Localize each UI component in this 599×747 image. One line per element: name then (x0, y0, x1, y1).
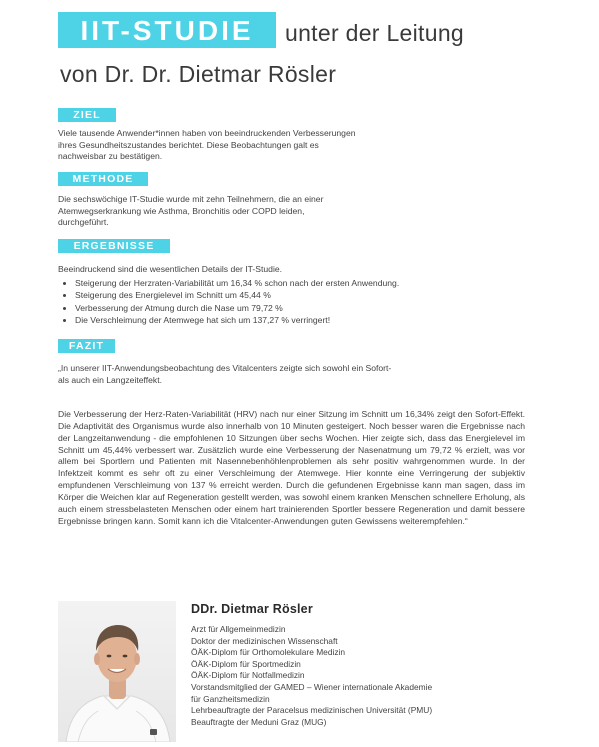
section-label-fazit: FAZIT (58, 339, 115, 353)
ziel-text (58, 128, 356, 163)
bio-name: DDr. Dietmar Rösler (191, 602, 313, 616)
list-item: • Steigerung der Herzraten-Variabilität um 16,34 % schon nach der ersten Anwendung. (75, 277, 399, 289)
text-line: nachweisbar zu bestätigen. (58, 151, 163, 162)
results-list (58, 277, 399, 326)
portrait-illustration (58, 601, 176, 742)
text-line: „In unserer IIT-Anwendungsbeobachtung des Vitalcenters zeigte sich sowohl ein Sofort- (58, 363, 392, 373)
text-line: Viele tausende Anwender*innen haben von beeindruckenden Verbesserungen (58, 128, 356, 138)
text-line: Die sechswöchige IT-Studie wurde mit zehn Teilnehmern, die an einer (58, 194, 324, 204)
text-line: als auch ein Langzeiteffekt. (58, 374, 162, 385)
section-label-ergebnisse: ERGEBNISSE (58, 239, 170, 253)
bio-line: Beauftragte der Meduni Graz (MUG) (191, 716, 327, 727)
title-badge: IIT-STUDIE (58, 12, 276, 48)
bio-line: Lehrbeauftragte der Paracelsus medizinischen Universität (PMU) (191, 705, 433, 716)
bio-line: ÖÄK-Diplom für Sportmedizin (191, 658, 301, 669)
bio-line: für Ganzheitsmedizin (191, 693, 270, 704)
bio-line: ÖÄK-Diplom für Notfallmedizin (191, 670, 305, 681)
list-item: • Steigerung des Energielevel im Schnitt um 45,44 % (75, 289, 399, 301)
list-item: • Verbesserung der Atmung durch die Nase um 79,72 % (75, 302, 399, 314)
bio-line: ÖÄK-Diplom für Orthomolekulare Medizin (191, 647, 346, 658)
page-subtitle: von Dr. Dr. Dietmar Rösler (60, 61, 337, 87)
page-title: unter der Leitung (285, 20, 465, 46)
text-line: ihres Gesundheitszustandes berichtet. Diese Beobachtungen galt es (58, 139, 319, 150)
text-line: durchgeführt. (58, 217, 109, 228)
bio-qualifications (191, 624, 432, 728)
bio-line: Doktor der medizinischen Wissenschaft (191, 635, 338, 646)
ergebnisse-intro: Beeindruckend sind die wesentlichen Details der IT-Studie. (58, 264, 283, 274)
fazit-intro (58, 363, 391, 386)
fazit-body: Die Verbesserung der Herz-Raten-Variabilität (HRV) nach nur einer Sitzung im Schnitt um 16,34% zeigt den Sofort-Effekt. Die Adaptivität des Organismus wurde also innerhalb von 10 Minuten gesteigert. Noch besser waren die Ergebnisse nach der Langzeitanwendung - die empfohlenen 10 Sitzungen über sechs Wochen. Hier zeigte sich, dass das Energielevel im Schnitt um 45,44% verbessert war. Zusätzlich wurde eine Verbesserung der Nasenatmung um 79,72 % erzielt, was vor allem bei Sportlern und Patienten mit Nasennebenhöhlenproblemen als sehr positiv wahrgenommen wurde. In der Infektzeit kommt es sehr oft zu einer Verschleimung der Atemwege. Hier konnte eine Verringerung der subjektiv empfundenen Verschleimung von 137 % erreicht werden. Durch die gefundenen Ergebnisse kann man sagen, dass im Körper die Weichen klar auf Regeneration gestellt werden, was sowohl einem kranken Menschen schnellere Erholung, als auch einem stressbelasteten Menschen oder einem hart trainierenden Sportler bessere Regeneration und damit bessere Ergebnisse bringen kann. Somit kann ich die Vitalcenter-Anwendungen guten Gewissens weiterempfehlen.“ (58, 409, 525, 526)
methode-text (58, 194, 323, 229)
bio-line: Vorstandsmitglied der GAMED – Wiener internationale Akademie (191, 681, 433, 692)
section-label-ziel: ZIEL (58, 108, 116, 122)
section-label-methode: METHODE (58, 172, 148, 186)
text-line: Atemwegserkrankung wie Asthma, Bronchitis oder COPD leiden, (58, 205, 305, 216)
list-item: • Die Verschleimung der Atemwege hat sich um 137,27 % verringert! (75, 314, 399, 326)
bio-line: Arzt für Allgemeinmedizin (191, 624, 286, 634)
portrait-photo (58, 601, 176, 742)
